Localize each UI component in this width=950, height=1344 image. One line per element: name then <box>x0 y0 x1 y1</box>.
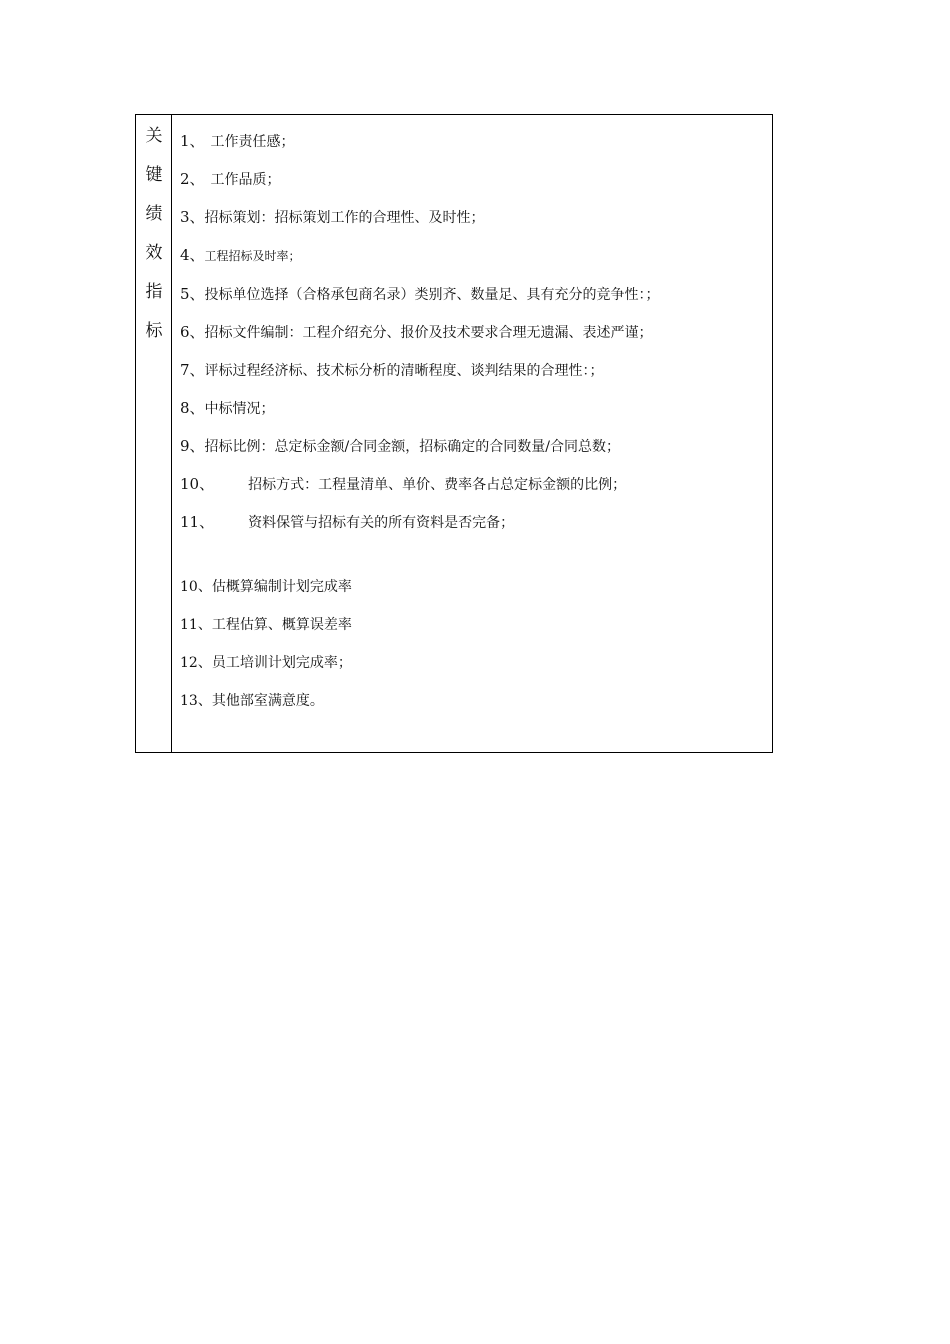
header-char: 键 <box>145 165 163 185</box>
kpi-item <box>180 169 281 190</box>
kpi-item <box>180 131 295 152</box>
header-char: 标 <box>145 321 163 341</box>
kpi-item-text: 工程招标及时率； <box>204 249 301 263</box>
kpi-item-number: 10、 <box>180 475 215 493</box>
kpi-header-column <box>136 115 172 752</box>
kpi-item-number: 8、 <box>180 399 205 417</box>
kpi-item-text: 资料保管与招标有关的所有资料是否完备； <box>248 515 515 531</box>
kpi-item-number: 5、 <box>180 285 205 303</box>
kpi-item-text: 中标情况； <box>204 401 275 417</box>
kpi-item-text: 评标过程经济标、技术标分析的清晰程度、谈判结果的合理性：； <box>204 363 604 379</box>
kpi-item-number: 9、 <box>180 437 205 455</box>
kpi-item-number: 3、 <box>180 208 205 226</box>
header-char: 关 <box>145 126 163 146</box>
kpi-item <box>180 322 653 343</box>
kpi-item <box>180 360 604 381</box>
kpi-item <box>180 512 514 533</box>
kpi-item-number: 11、 <box>180 513 215 531</box>
kpi-extra-item: 12、员工培训计划完成率； <box>180 655 352 671</box>
kpi-item-text: 工作品质； <box>210 172 281 188</box>
kpi-extra-item: 10、估概算编制计划完成率 <box>180 579 352 595</box>
kpi-item-number: 7、 <box>180 361 205 379</box>
kpi-item-text: 投标单位选择（合格承包商名录）类别齐、数量足、具有充分的竞争性：； <box>204 287 660 303</box>
kpi-item-text: 招标策划：招标策划工作的合理性、及时性； <box>204 210 485 226</box>
kpi-item-number: 1、 <box>180 132 205 150</box>
header-char: 效 <box>145 243 163 263</box>
kpi-item-text: 招标比例：总定标金额/合同金额，招标确定的合同数量/合同总数； <box>204 439 620 455</box>
kpi-item <box>180 284 660 305</box>
kpi-item-number: 2、 <box>180 170 205 188</box>
kpi-item <box>180 245 301 266</box>
header-char: 指 <box>145 282 163 302</box>
kpi-item <box>180 207 485 228</box>
kpi-item <box>180 474 626 495</box>
kpi-item <box>180 436 620 457</box>
header-char: 绩 <box>145 204 163 224</box>
kpi-item-text: 招标方式：工程量清单、单价、费率各占总定标金额的比例； <box>248 477 627 493</box>
kpi-extra-item: 11、工程估算、概算误差率 <box>180 617 352 633</box>
kpi-item <box>180 398 275 419</box>
kpi-item-text: 招标文件编制：工程介绍充分、报价及技术要求合理无遗漏、表述严谨； <box>204 325 653 341</box>
kpi-item-number: 6、 <box>180 323 205 341</box>
kpi-item-number: 4、 <box>180 246 205 264</box>
kpi-item-text: 工作责任感； <box>210 134 295 150</box>
kpi-extra-item: 13、其他部室满意度。 <box>180 693 324 709</box>
